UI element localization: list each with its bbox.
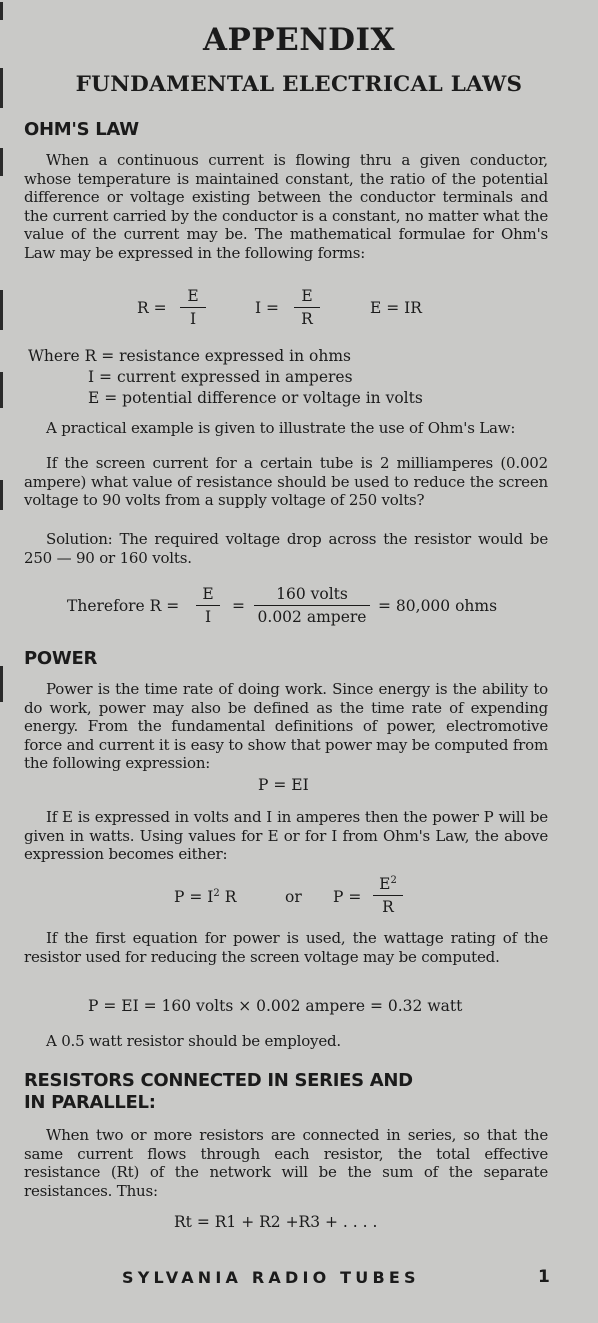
page-number: 1 <box>538 1267 550 1287</box>
formula-i-denominator: R <box>301 310 313 328</box>
therefore-numerator-2: 160 volts <box>276 585 348 603</box>
power-e2r-denominator: R <box>382 898 394 917</box>
formula-i-numerator: E <box>301 287 313 305</box>
power-equation-e2r-fraction <box>373 875 403 916</box>
formula-i-fraction <box>294 287 320 328</box>
series-resistance-equation: Rt = R1 + R2 +R3 + . . . . <box>174 1213 378 1231</box>
section-heading-resistors <box>24 1070 413 1114</box>
formula-r-fraction <box>180 287 206 328</box>
page-edge-mark <box>0 372 3 408</box>
resistors-heading-line-1: RESISTORS CONNECTED IN SERIES AND <box>24 1070 413 1091</box>
page-title: APPENDIX <box>202 22 396 58</box>
example-solution: Solution: The required voltage drop across the resistor would be 250 — 90 or 160 volts. <box>24 530 548 567</box>
definition-r: Where R = resistance expressed in ohms <box>28 347 351 365</box>
power-paragraph: Power is the time rate of doing work. Since energy is the ability to do work, power may also be defined as the time rate of expending energy. From the fundamental definitions of power, electromotive force and current it is easy to show that power may be computed from the following expression: <box>24 680 548 772</box>
therefore-fraction-2 <box>254 585 370 626</box>
footer-brand: SYLVANIA RADIO TUBES <box>122 1268 420 1287</box>
formula-r-lhs: R = <box>137 299 167 317</box>
power-paragraph-3: If the first equation for power is used, the wattage rating of the resistor used for reducing the screen voltage may be computed. <box>24 929 548 966</box>
page-edge-mark <box>0 290 3 330</box>
resistors-heading-line-2: IN PARALLEL: <box>24 1092 156 1113</box>
therefore-result: = 80,000 ohms <box>378 597 498 615</box>
example-intro: A practical example is given to illustrate the use of Ohm's Law: <box>46 419 516 437</box>
or-label: or <box>285 888 302 906</box>
power-calculation: P = EI = 160 volts × 0.002 ampere = 0.32 watt <box>88 997 463 1015</box>
page-edge-mark <box>0 2 3 20</box>
power-equation: P = EI <box>258 776 309 794</box>
section-heading-ohms-law: OHM'S LAW <box>24 119 139 140</box>
therefore-equals: = <box>232 597 245 615</box>
formula-r-denominator: I <box>189 310 197 328</box>
resistors-paragraph: When two or more resistors are connected in series, so that the same current flows through each resistor, the total effective resistance (Rt) of the network will be the sum of the separate resistances. Thus: <box>24 1126 548 1200</box>
example-question: If the screen current for a certain tube is 2 milliamperes (0.002 ampere) what value of resistance should be used to reduce the screen voltage to 90 volts from a supply voltage of 250 volts? <box>24 454 548 509</box>
therefore-denominator-2: 0.002 ampere <box>257 608 367 626</box>
ohms-law-paragraph: When a continuous current is flowing thru a given conductor, whose temperature is maintained constant, the ratio of the potential difference or voltage existing between the conductor terminals and the current carried by the conductor is a constant, no matter what the value of the current may be. The mathematical formulae for Ohm's Law may be expressed in the following forms: <box>24 151 548 262</box>
page-edge-mark <box>0 480 3 510</box>
formula-r-numerator: E <box>187 287 199 305</box>
formula-e: E = IR <box>370 299 422 317</box>
power-paragraph-2: If E is expressed in volts and I in amperes then the power P will be given in watts. Using values for E or for I from Ohm's Law, the above expression becomes either: <box>24 808 548 863</box>
definition-i: I = current expressed in amperes <box>88 368 353 386</box>
power-equation-i2r: $P = I^2$ R <box>174 888 237 907</box>
section-heading-power: POWER <box>24 648 98 669</box>
power-conclusion: A 0.5 watt resistor should be employed. <box>46 1032 341 1050</box>
power-e2r-numerator: $E^2$ <box>379 875 397 894</box>
therefore-numerator-1: E <box>202 585 214 603</box>
therefore-label: Therefore R = <box>67 597 180 615</box>
page-subtitle: FUNDAMENTAL ELECTRICAL LAWS <box>75 72 523 97</box>
therefore-denominator-1: I <box>204 608 212 626</box>
therefore-fraction-1 <box>196 585 220 626</box>
page-edge-mark <box>0 666 3 702</box>
formula-i-lhs: I = <box>255 299 280 317</box>
power-equation-e2r-lhs: P = <box>333 888 362 906</box>
definition-e: E = potential difference or voltage in volts <box>88 389 423 407</box>
page-edge-mark <box>0 148 3 176</box>
